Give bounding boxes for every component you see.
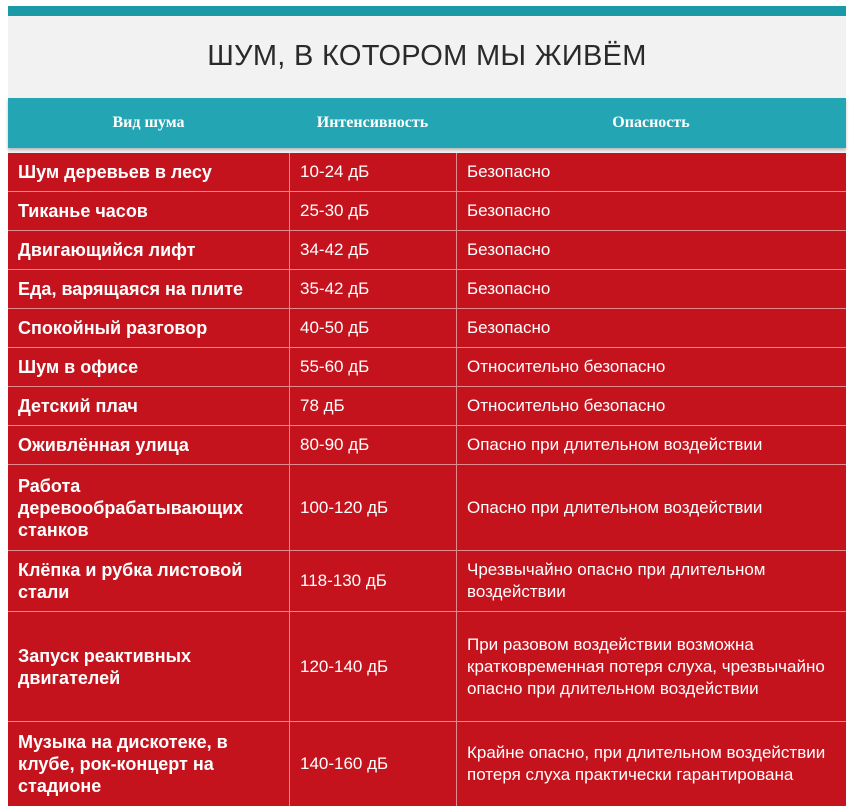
intensity-cell: 10-24 дБ	[289, 153, 456, 191]
danger-cell: Относительно безопасно	[456, 348, 846, 386]
noise-type-cell: Тиканье часов	[18, 201, 148, 221]
danger-cell: Опасно при длительном воздействии	[456, 426, 846, 464]
header-danger: Опасность	[612, 114, 690, 131]
noise-type-cell: Запуск реактивных двигателей	[18, 645, 191, 688]
intensity-cell: 80-90 дБ	[289, 426, 456, 464]
intensity-cell: 78 дБ	[289, 387, 456, 425]
header-intensity: Интенсивность	[316, 114, 429, 131]
noise-type-cell: Двигающийся лифт	[18, 240, 196, 260]
intensity-cell: 34-42 дБ	[289, 231, 456, 269]
intensity-cell: 118-130 дБ	[289, 551, 456, 611]
danger-cell: Безопасно	[456, 270, 846, 308]
intensity-cell: 35-42 дБ	[289, 270, 456, 308]
table-row	[8, 153, 846, 191]
danger-cell: Безопасно	[456, 309, 846, 347]
noise-type-cell: Детский плач	[18, 396, 138, 416]
table-row	[8, 611, 846, 721]
intensity-cell: 100-120 дБ	[289, 465, 456, 550]
danger-cell: При разовом воздействии возможна кратковременная потеря слуха, чрезвычайно опасно при длительном воздействии	[456, 612, 846, 721]
danger-cell: Относительно безопасно	[456, 387, 846, 425]
table-row	[8, 721, 846, 806]
noise-table-card	[8, 6, 846, 802]
table-row	[8, 550, 846, 611]
intensity-cell: 140-160 дБ	[289, 722, 456, 806]
noise-type-cell: Оживлённая улица	[18, 435, 189, 455]
danger-cell: Безопасно	[456, 192, 846, 230]
danger-cell: Чрезвычайно опасно при длительном воздействии	[456, 551, 846, 611]
table-row	[8, 425, 846, 464]
table-body	[8, 153, 846, 806]
noise-type-cell: Шум деревьев в лесу	[18, 162, 212, 182]
table-row	[8, 230, 846, 269]
table-row	[8, 347, 846, 386]
noise-type-cell: Музыка на дискотеке, в клубе, рок-концерт на стадионе	[18, 732, 228, 796]
table-header	[8, 98, 846, 148]
table-row	[8, 269, 846, 308]
top-accent-stripe	[8, 6, 846, 16]
noise-type-cell: Спокойный разговор	[18, 318, 208, 338]
page-title: ШУМ, В КОТОРОМ МЫ ЖИВЁМ	[207, 40, 647, 72]
noise-type-cell: Еда, варящаяся на плите	[18, 279, 244, 299]
intensity-cell: 120-140 дБ	[289, 612, 456, 721]
header-noise-type: Вид шума	[112, 114, 185, 131]
noise-type-cell: Клёпка и рубка листовой стали	[18, 560, 243, 602]
danger-cell: Безопасно	[456, 231, 846, 269]
danger-cell: Безопасно	[456, 153, 846, 191]
danger-cell: Опасно при длительном воздействии	[456, 465, 846, 550]
intensity-cell: 25-30 дБ	[289, 192, 456, 230]
table-row	[8, 386, 846, 425]
table-row	[8, 308, 846, 347]
danger-cell: Крайне опасно, при длительном воздействии потеря слуха практически гарантирована	[456, 722, 846, 806]
noise-type-cell: Шум в офисе	[18, 357, 139, 377]
noise-type-cell: Работа деревообрабатывающих станков	[18, 475, 244, 540]
table-row	[8, 464, 846, 550]
table-row	[8, 191, 846, 230]
intensity-cell: 40-50 дБ	[289, 309, 456, 347]
intensity-cell: 55-60 дБ	[289, 348, 456, 386]
